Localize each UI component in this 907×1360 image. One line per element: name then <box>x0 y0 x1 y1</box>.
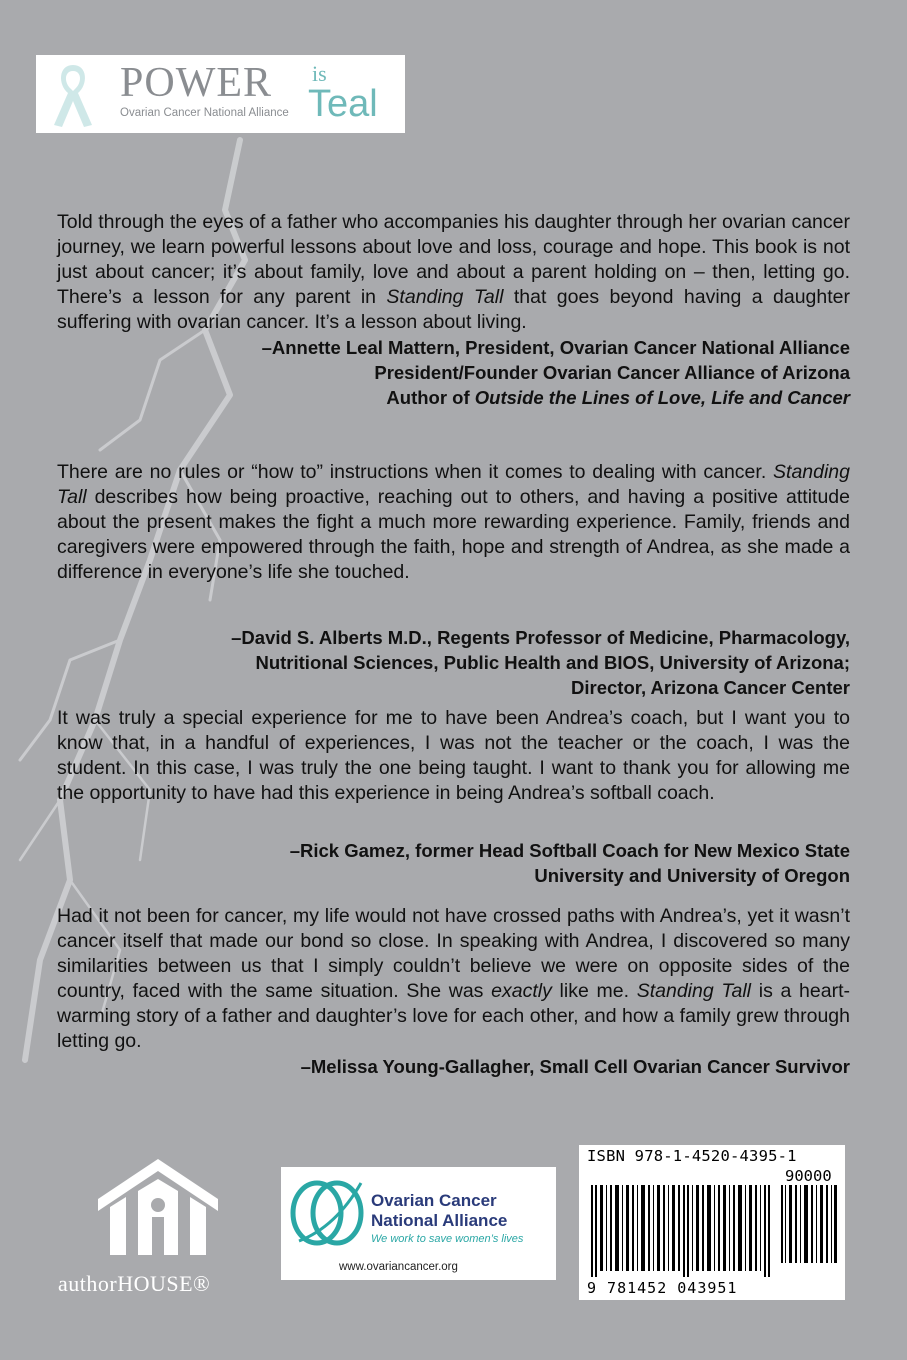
ocna-slogan: We work to save women’s lives <box>371 1233 524 1245</box>
ocna-logo <box>281 1167 556 1280</box>
blurb-alberts-attribution <box>57 625 850 700</box>
blurb-attribution: University and University of Oregon <box>534 865 850 886</box>
blurb-attribution: –Annette Leal Mattern, President, Ovarian Cancer National Alliance <box>261 337 850 358</box>
house-icon <box>88 1147 228 1267</box>
blurb-annette <box>57 210 850 410</box>
blurb-attribution: –Melissa Young-Gallagher, Small Cell Ovarian Cancer Survivor <box>300 1056 850 1077</box>
blurb-attribution: Director, Arizona Cancer Center <box>571 677 850 698</box>
blurb-alberts <box>57 460 850 585</box>
blurb-attribution: –Rick Gamez, former Head Softball Coach for New Mexico State <box>289 840 850 861</box>
blurb-attribution: Nutritional Sciences, Public Health and BIOS, University of Arizona; <box>255 652 850 673</box>
blurb-attribution: President/Founder Ovarian Cancer Alliance of Arizona <box>374 362 850 383</box>
book-title: Standing Tall <box>636 980 752 1002</box>
logo-teal-text: Teal <box>308 83 378 125</box>
isbn-text: ISBN 978-1-4520-4395-1 <box>587 1147 797 1165</box>
logo-is-text: is <box>312 61 327 86</box>
book-title: Outside the Lines of Love, Life and Cancer <box>474 387 850 408</box>
authorhouse-logo <box>58 1147 258 1307</box>
blurb-attribution: –David S. Alberts M.D., Regents Professor of Medicine, Pharmacology, <box>231 627 850 648</box>
blurb-gamez <box>57 706 850 806</box>
barcode-bars-icon <box>585 1167 839 1277</box>
blurb-text: Had it not been for cancer, my life would not have crossed paths with Andrea’s, yet it wasn’t cancer itself that made our bond so close. In speaking with Andrea, I discovered so many similarities between us that I simply couldn’t believe we were on opposite sides of the country, faced with the same situation. She was exactly like me. Standing Tall is a heart-warming story of a father and daughter’s love for each other, and how a family grew through letting go. <box>57 905 851 1052</box>
blurb-text: Told through the eyes of a father who accompanies his daughter through her ovarian cancer journey, we learn powerful lessons about love and loss, courage and hope. This book is not just about cancer; it’s about family, love and about a parent holding on – then, letting go. There’s a lesson for any parent in Standing Tall that goes beyond having a daughter suffering with ovarian cancer. It’s a lesson about living. <box>57 211 850 333</box>
book-title: Standing Tall <box>57 461 850 508</box>
power-is-teal-logo <box>36 55 405 133</box>
blurb-attribution: Author of Outside the Lines of Love, Life and Cancer <box>386 387 850 408</box>
isbn-barcode <box>579 1145 845 1300</box>
teal-ribbon-icon <box>46 59 100 129</box>
blurb-text: There are no rules or “how to” instructions when it comes to dealing with cancer. Standing Tall describes how being proactive, reaching out to others, and having a positive attitude about the present makes the fight a much more rewarding experience. Family, friends and caregivers were empowered through the faith, hope and strength of Andrea, as she made a difference in everyone’s life she touched. <box>57 461 850 583</box>
emphasis-text: exactly <box>491 980 552 1002</box>
blurb-text: It was truly a special experience for me to have been Andrea’s coach, but I want you to know that, in a handful of experiences, I was not the teacher or the coach, I was the student. In this case, I was truly the one being taught. I want to thank you for allowing me the opportunity to have had this experience in being Andrea’s softball coach. <box>57 707 850 804</box>
blurb-young-gallagher <box>57 904 850 1079</box>
ocna-name: Ovarian Cancer National Alliance <box>371 1191 508 1230</box>
book-title: Standing Tall <box>386 286 504 308</box>
ocna-swirl-icon <box>285 1171 369 1255</box>
barcode-digits: 9 781452 043951 <box>587 1279 738 1297</box>
authorhouse-wordmark: authorHOUSE® <box>58 1271 211 1296</box>
ocna-url: www.ovariancancer.org <box>339 1261 458 1273</box>
logo-alliance-text: Ovarian Cancer National Alliance <box>120 107 289 119</box>
logo-power-text: POWER <box>120 60 272 106</box>
blurb-gamez-attribution <box>57 838 850 888</box>
price-code: 90000 <box>785 1167 832 1185</box>
